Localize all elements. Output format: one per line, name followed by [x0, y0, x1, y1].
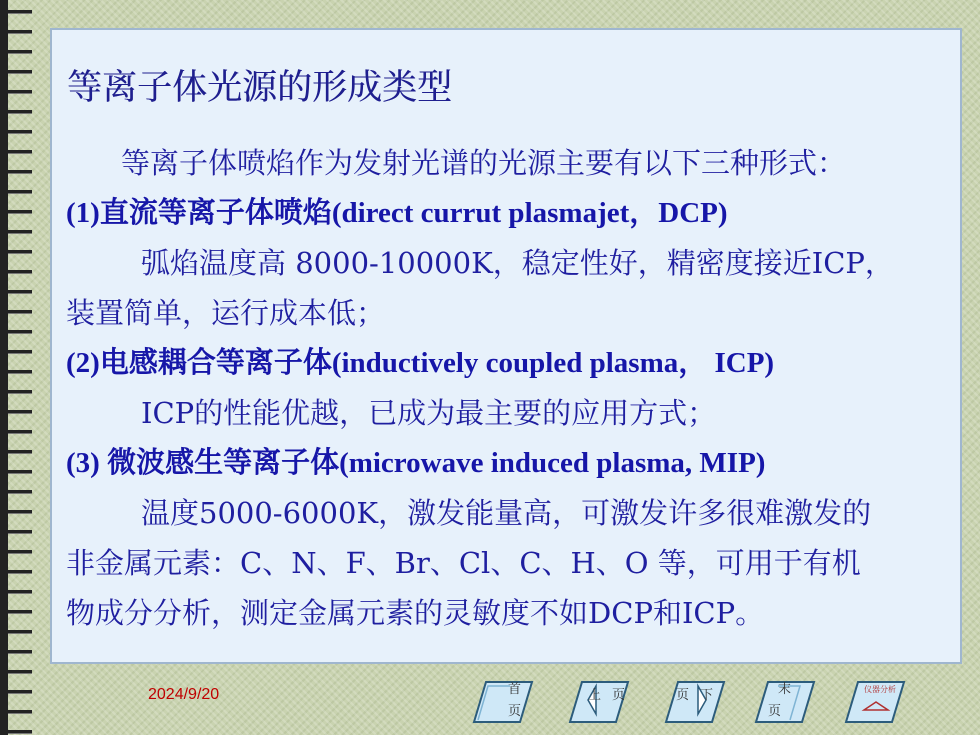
body-line: 等离子体喷焰作为发射光谱的光源主要有以下三种形式：	[121, 146, 847, 180]
logo-label: 仪器分析	[864, 685, 896, 694]
nav-label: 页	[676, 688, 690, 703]
body-line: 非金属元素：C、N、F、Br、Cl、C、H、O 等，可用于有机	[66, 546, 861, 580]
nav-label: 页	[508, 704, 522, 719]
book-icon	[470, 674, 536, 726]
body-line: 物成分分析，测定金属元素的灵敏度不如DCP和ICP。	[66, 596, 765, 630]
slide-title: 等离子体光源的形成类型	[67, 68, 453, 108]
slide-date: 2024/9/20	[148, 686, 220, 703]
first-page-button[interactable]	[470, 674, 536, 726]
book-icon	[662, 674, 728, 726]
last-page-button[interactable]	[752, 674, 818, 726]
next-page-button[interactable]	[662, 674, 728, 726]
body-line: 装置简单，运行成本低；	[66, 296, 386, 330]
nav-label: 页	[768, 704, 782, 719]
body-line: 弧焰温度高 8000-10000K，稳定性好，精密度接近ICP，	[141, 246, 894, 280]
body-line: 温度5000-6000K，激发能量高，可激发许多很难激发的	[141, 496, 872, 530]
prev-page-button[interactable]	[566, 674, 632, 726]
spiral-binding	[0, 0, 32, 735]
slide-body	[66, 138, 946, 638]
body-line: (3) 微波感生等离子体(microwave induced plasma, MIP)	[66, 447, 766, 479]
body-line: (1)直流等离子体喷焰(direct currut plasmajet，DCP)	[66, 197, 728, 229]
body-line: ICP的性能优越，已成为最主要的应用方式；	[141, 396, 717, 430]
body-line: (2)电感耦合等离子体(inductively coupled plasma， ICP)	[66, 347, 775, 379]
nav-label: 上	[588, 688, 602, 703]
nav-label: 页	[612, 688, 626, 703]
nav-label: 下	[700, 688, 714, 703]
book-icon	[842, 674, 908, 726]
nav-label: 首	[508, 682, 522, 697]
course-logo-button[interactable]	[842, 674, 908, 726]
nav-label: 末	[778, 682, 792, 697]
